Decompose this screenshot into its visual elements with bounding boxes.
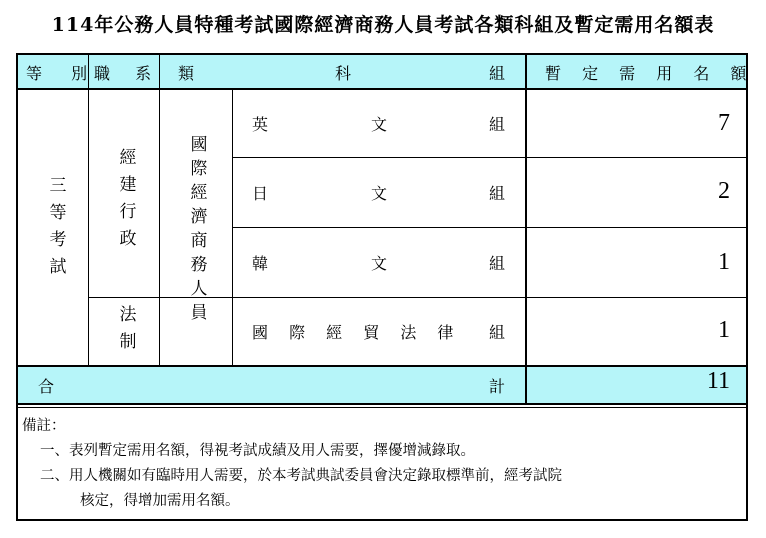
row-trade-law-quota: 1 [718, 317, 730, 343]
category-cell [181, 113, 211, 348]
row-trade-law-group: 組 [489, 323, 506, 342]
divider [18, 407, 746, 408]
header-subject: 科 [335, 63, 352, 83]
note-item-2-continued: 核定，得增加需用名額。 [80, 493, 240, 509]
row-japanese-text: 文 [371, 184, 388, 203]
header-series: 職 系 [94, 63, 162, 83]
divider [18, 365, 746, 367]
row-korean-text: 文 [371, 254, 388, 273]
divider [159, 55, 160, 365]
row-english-quota: 7 [718, 110, 730, 136]
series-cell-economic [110, 138, 140, 266]
series-text: 法制 [115, 305, 136, 359]
total-quota: 11 [706, 368, 730, 394]
header-quota: 暫 定 需 用 名 額 [545, 63, 755, 83]
note-item-2: 二、用人機關如有臨時用人需要，於本考試典試委員會決定錄取標準前，經考試院 [40, 468, 562, 484]
note-item-1: 一、表列暫定需用名額，得視考試成績及用人需要，擇優增減錄取。 [40, 443, 475, 459]
divider [88, 55, 89, 365]
header-grade: 等 別 [26, 63, 100, 83]
header-category: 類 [178, 63, 195, 83]
total-label-a: 合 [38, 376, 55, 396]
divider [18, 403, 746, 405]
row-korean-quota: 1 [718, 249, 730, 275]
divider [525, 55, 527, 403]
category-text: 國際經濟商務人員 [186, 134, 207, 327]
row-korean-lang: 韓 [252, 254, 269, 273]
row-korean-group: 組 [489, 254, 506, 273]
row-japanese-group: 組 [489, 184, 506, 203]
series-cell-legal [110, 302, 140, 362]
page-title: 114年公務人員特種考試國際經濟商務人員考試各類科組及暫定需用名額表 [51, 14, 715, 36]
row-japanese-quota: 2 [718, 178, 730, 204]
row-japanese-lang: 日 [252, 184, 269, 203]
row-english-group: 組 [489, 115, 506, 134]
total-label-b: 計 [489, 376, 506, 396]
header-group: 組 [489, 63, 506, 83]
grade-text: 三等考試 [45, 176, 66, 284]
series-text: 經建行政 [115, 148, 136, 256]
row-english-lang: 英 [252, 115, 269, 134]
row-trade-law-name: 國 際 經 貿 法 律 [252, 323, 462, 342]
notes-heading: 備註： [22, 418, 66, 434]
row-english-text: 文 [371, 115, 388, 134]
grade-cell [40, 170, 70, 290]
divider [232, 90, 233, 365]
